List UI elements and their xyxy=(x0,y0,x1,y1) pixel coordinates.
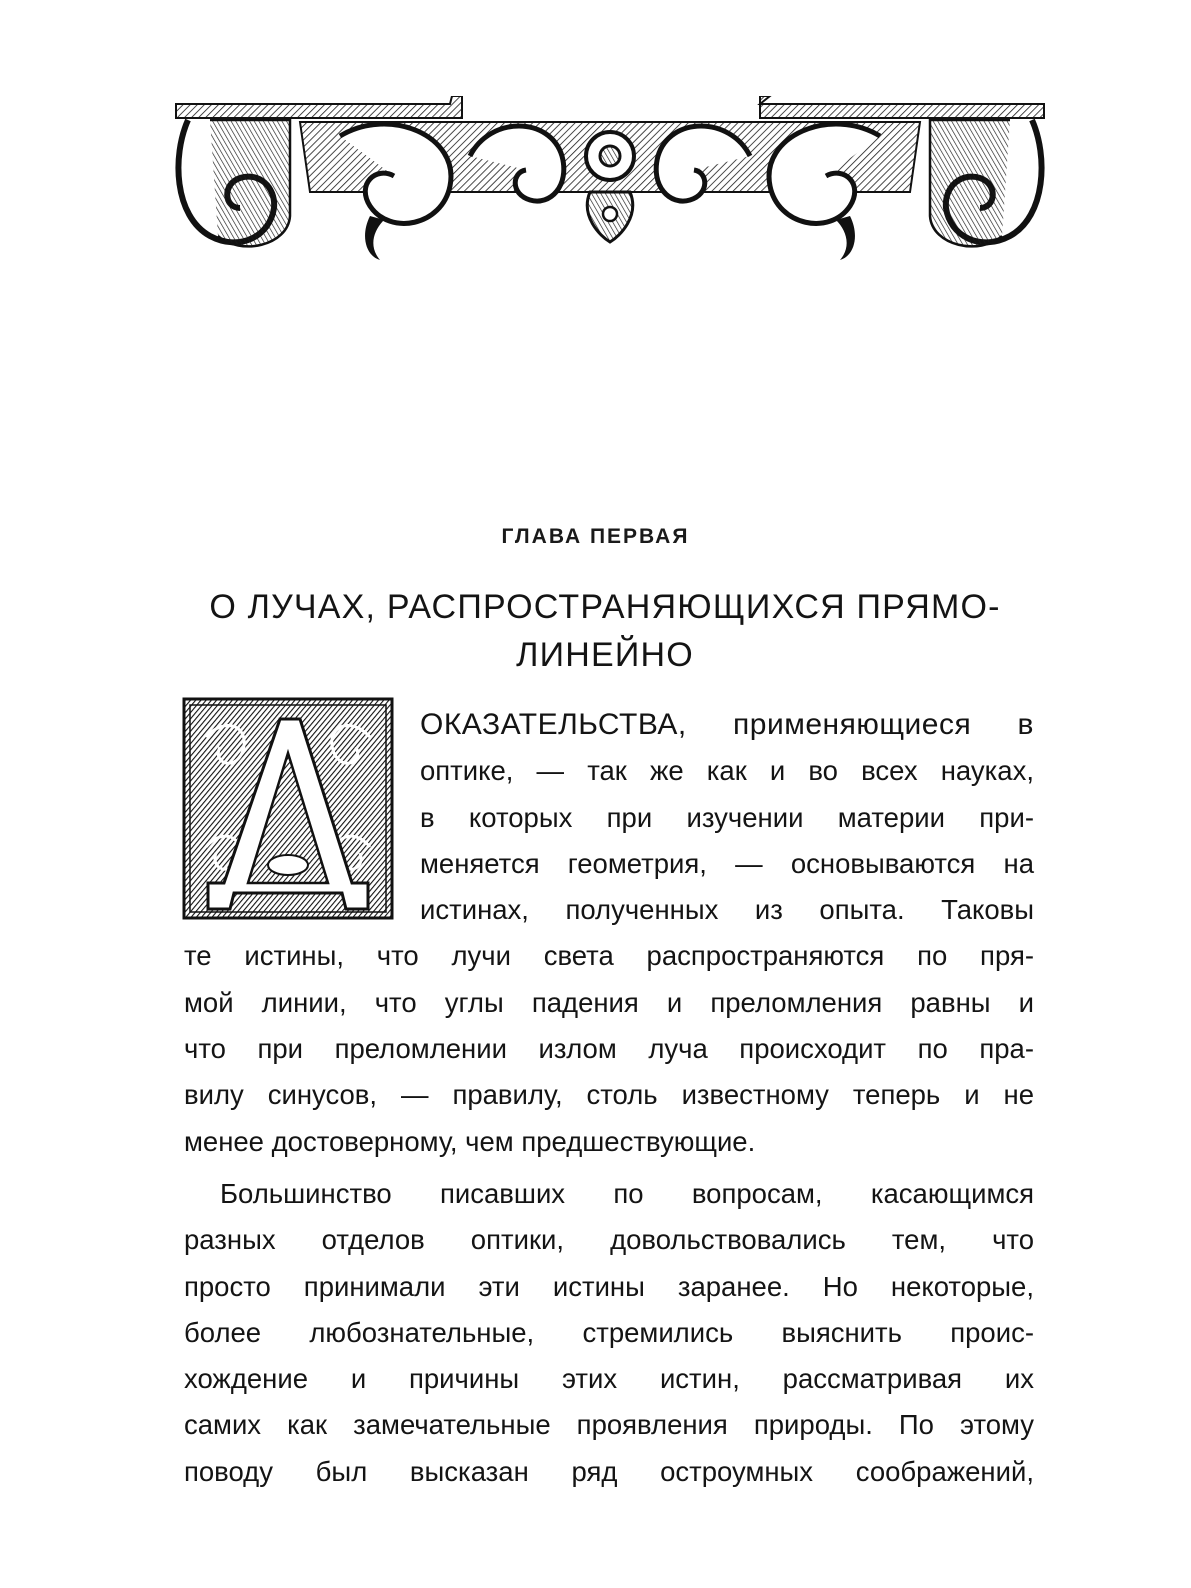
body-line: меняется геометрия, — основываются на xyxy=(420,847,1034,879)
chapter-title-line-2: ЛИНЕЙНО xyxy=(516,636,694,674)
body-line: истинах, полученных из опыта. Таковы xyxy=(420,894,1034,926)
body-line: разных отделов оптики, довольствовались тем, что xyxy=(184,1224,1034,1256)
body-line: что при преломлении излом луча происходит по пра- xyxy=(184,1033,1034,1065)
chapter-title-line-1: О ЛУЧАХ, РАСПРОСТРАНЯЮЩИХСЯ ПРЯМО- xyxy=(209,588,1001,626)
body-line: хождение и причины этих истин, рассматривая их xyxy=(184,1363,1034,1395)
body-line: ОКАЗАТЕЛЬСТВА, применяющиеся в xyxy=(420,708,1034,741)
body-line: просто принимали эти истины заранее. Но некоторые, xyxy=(184,1270,1034,1302)
body-line: самих как замечательные проявления природы. По этому xyxy=(184,1409,1034,1441)
body-line: менее достоверному, чем предшествующие. xyxy=(184,1125,756,1157)
body-line: те истины, что лучи света распространяются по пря- xyxy=(184,940,1034,972)
body-line: поводу был высказан ряд остроумных соображений, xyxy=(184,1455,1034,1487)
body-line: в которых при изучении материи при- xyxy=(420,801,1034,833)
chapter-title xyxy=(190,583,1020,679)
body-line: вилу синусов, — правилу, столь известному теперь и не xyxy=(184,1079,1034,1111)
headpiece-ornament xyxy=(170,96,1050,268)
body-line: мой линии, что углы падения и преломления равны и xyxy=(184,986,1034,1018)
drop-cap-letter: Д xyxy=(182,697,183,698)
body-line: оптике, — так же как и во всех науках, xyxy=(420,755,1034,787)
chapter-label: ГЛАВА ПЕРВАЯ xyxy=(501,525,690,548)
chapter-body xyxy=(184,702,1034,1495)
body-line: Большинство писавших по вопросам, касающимся xyxy=(220,1177,1034,1209)
body-line: более любознательные, стремились выяснить проис- xyxy=(184,1316,1034,1348)
